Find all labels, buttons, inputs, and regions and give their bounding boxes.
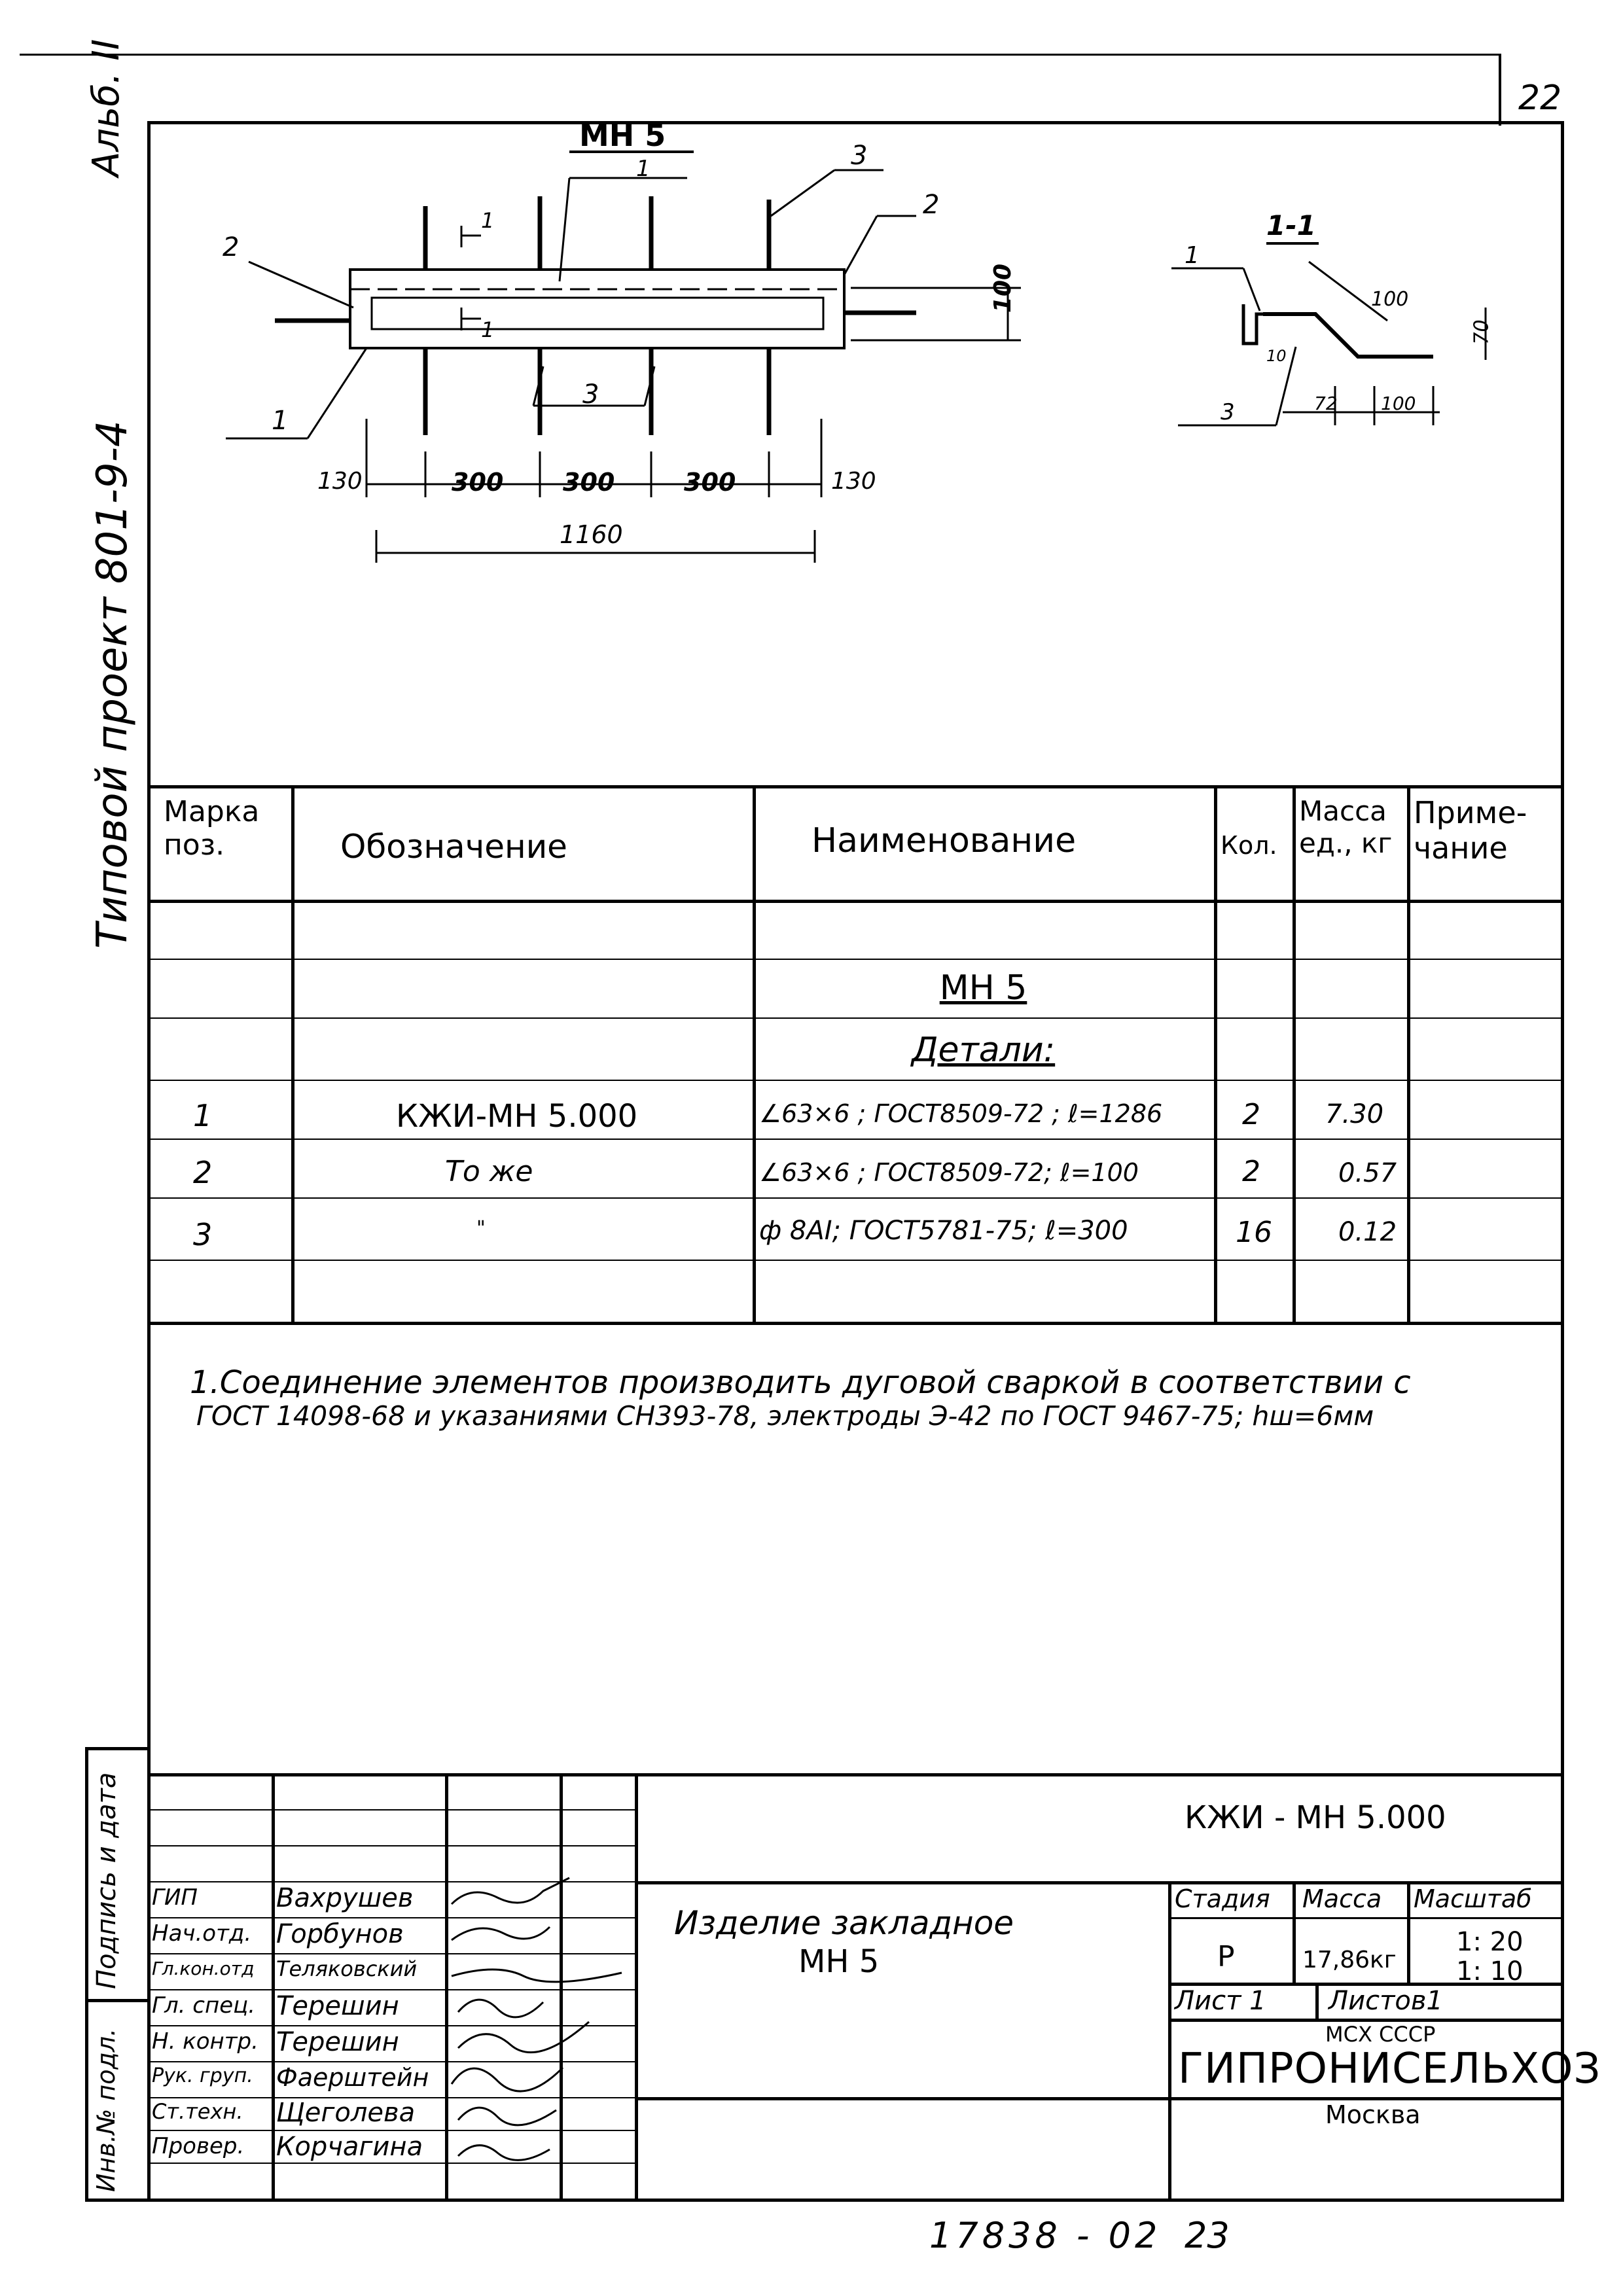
row-2-mark: 2 <box>193 1155 213 1190</box>
org-ministry: МСХ СССР <box>1325 2022 1436 2047</box>
row-1-mark: 1 <box>193 1098 213 1133</box>
title-product-name: Изделие закладное <box>674 1904 1014 1942</box>
staff-name-3: Теляковский <box>276 1956 418 1981</box>
row-3-designation: " <box>476 1217 486 1240</box>
footer-page: 23 <box>1185 2215 1230 2256</box>
staff-name-5: Терешин <box>276 2027 399 2057</box>
dim-total: 1160 <box>560 520 623 549</box>
header-mark: Марка поз. <box>164 795 260 862</box>
row-2-designation: То же <box>445 1155 533 1188</box>
staff-name-6: Фаерштейн <box>276 2063 429 2092</box>
section-callout-3: 3 <box>1221 399 1235 425</box>
staff-role-8: Провер. <box>152 2133 245 2159</box>
row-1-qty: 2 <box>1242 1098 1260 1131</box>
callout-3-bottom: 3 <box>582 380 599 410</box>
staff-name-8: Корчагина <box>276 2132 423 2162</box>
row-2-qty: 2 <box>1242 1155 1260 1188</box>
dim-height: 100 <box>990 263 1017 313</box>
header-note: Приме- чание <box>1414 795 1527 866</box>
callout-1-top: 1 <box>636 156 651 182</box>
scale-value-1: 1: 20 <box>1456 1927 1524 1957</box>
staff-name-2: Горбунов <box>276 1919 404 1949</box>
section-dim-100-bottom: 100 <box>1381 393 1416 414</box>
mass-value: 17,86кг <box>1302 1947 1397 1973</box>
scale-label: Масштаб <box>1414 1884 1532 1913</box>
stage-value: Р <box>1217 1940 1235 1973</box>
staff-name-1: Вахрушев <box>276 1883 414 1913</box>
header-qty: Кол. <box>1221 831 1277 860</box>
dim-130-right: 130 <box>831 468 876 495</box>
note-line-1: 1.Соединение элементов производить дуговой сваркой в соответствии с <box>190 1364 1411 1401</box>
row-3-mass: 0.12 <box>1338 1217 1397 1247</box>
side-sign-label: Подпись и дата <box>92 1772 122 1989</box>
callout-2-right: 2 <box>923 190 940 220</box>
title-product-mark: МН 5 <box>798 1943 880 1980</box>
staff-role-4: Гл. спец. <box>152 1992 256 2019</box>
staff-role-5: Н. контр. <box>152 2028 259 2055</box>
staff-role-6: Рук. груп. <box>152 2064 253 2087</box>
section-callout-1: 1 <box>1185 242 1200 269</box>
drawing-title: МН 5 <box>579 118 666 153</box>
page-number: 22 <box>1518 79 1562 118</box>
staff-role-7: Ст.техн. <box>152 2099 243 2124</box>
staff-role-3: Гл.кон.отд <box>152 1958 255 1979</box>
group-title: МН 5 <box>939 968 1027 1008</box>
staff-role-2: Нач.отд. <box>152 1920 252 1947</box>
callout-2-left: 2 <box>223 232 240 262</box>
section-dim-70: 70 <box>1470 319 1493 345</box>
project-vertical-title: Типовой проект 801-9-4 <box>88 420 137 949</box>
staff-name-4: Терешин <box>276 1991 399 2021</box>
row-1-mass: 7.30 <box>1325 1099 1384 1129</box>
row-2-mass: 0.57 <box>1338 1158 1397 1188</box>
header-name: Наименование <box>812 821 1077 860</box>
row-3-mark: 3 <box>193 1217 213 1252</box>
cut-mark-bottom: 1 <box>481 317 495 342</box>
staff-name-7: Щеголева <box>276 2098 416 2128</box>
row-2-name: ∠63×6 ; ГОСТ8509-72; ℓ=100 <box>759 1158 1139 1187</box>
row-1-designation: КЖИ-МН 5.000 <box>396 1098 638 1135</box>
dim-300-3: 300 <box>684 468 736 497</box>
dim-130-left: 130 <box>317 468 363 495</box>
cut-mark-top: 1 <box>481 208 495 233</box>
section-dim-72: 72 <box>1314 393 1338 414</box>
section-dim-100-top: 100 <box>1371 288 1409 311</box>
org-institute: ГИПРОНИСЕЛЬХОЗ <box>1178 2045 1601 2093</box>
row-3-name: ф 8АI; ГОСТ5781-75; ℓ=300 <box>759 1216 1128 1246</box>
sheet-number: Лист 1 <box>1175 1986 1266 2016</box>
callout-3-top: 3 <box>851 141 868 171</box>
footer-code: 17838 - 02 <box>929 2215 1162 2256</box>
callout-1-left: 1 <box>272 406 289 436</box>
header-mass: Масса ед., кг <box>1299 795 1393 859</box>
album-label: Альб. II <box>85 39 128 177</box>
dim-300-1: 300 <box>452 468 504 497</box>
header-designation: Обозначение <box>340 828 567 866</box>
stage-label: Стадия <box>1175 1884 1270 1913</box>
row-1-name: ∠63×6 ; ГОСТ8509-72 ; ℓ=1286 <box>759 1099 1163 1128</box>
title-doc-code: КЖИ - МН 5.000 <box>1185 1799 1446 1836</box>
sheets-total: Листов1 <box>1329 1986 1443 2016</box>
staff-role-1: ГИП <box>152 1884 198 1911</box>
side-inventory-label: Инв.№ подл. <box>92 2028 120 2192</box>
section-dim-10: 10 <box>1266 347 1287 365</box>
mass-label: Масса <box>1302 1884 1382 1913</box>
section-label: 1-1 <box>1266 209 1316 241</box>
scale-value-2: 1: 10 <box>1456 1956 1524 1987</box>
dim-300-2: 300 <box>563 468 615 497</box>
row-3-qty: 16 <box>1236 1216 1272 1249</box>
note-line-2: ГОСТ 14098-68 и указаниями СН393-78, электроды Э-42 по ГОСТ 9467-75; hш=6мм <box>196 1400 1374 1432</box>
group-subtitle: Детали: <box>911 1031 1056 1070</box>
org-city: Москва <box>1325 2100 1421 2129</box>
